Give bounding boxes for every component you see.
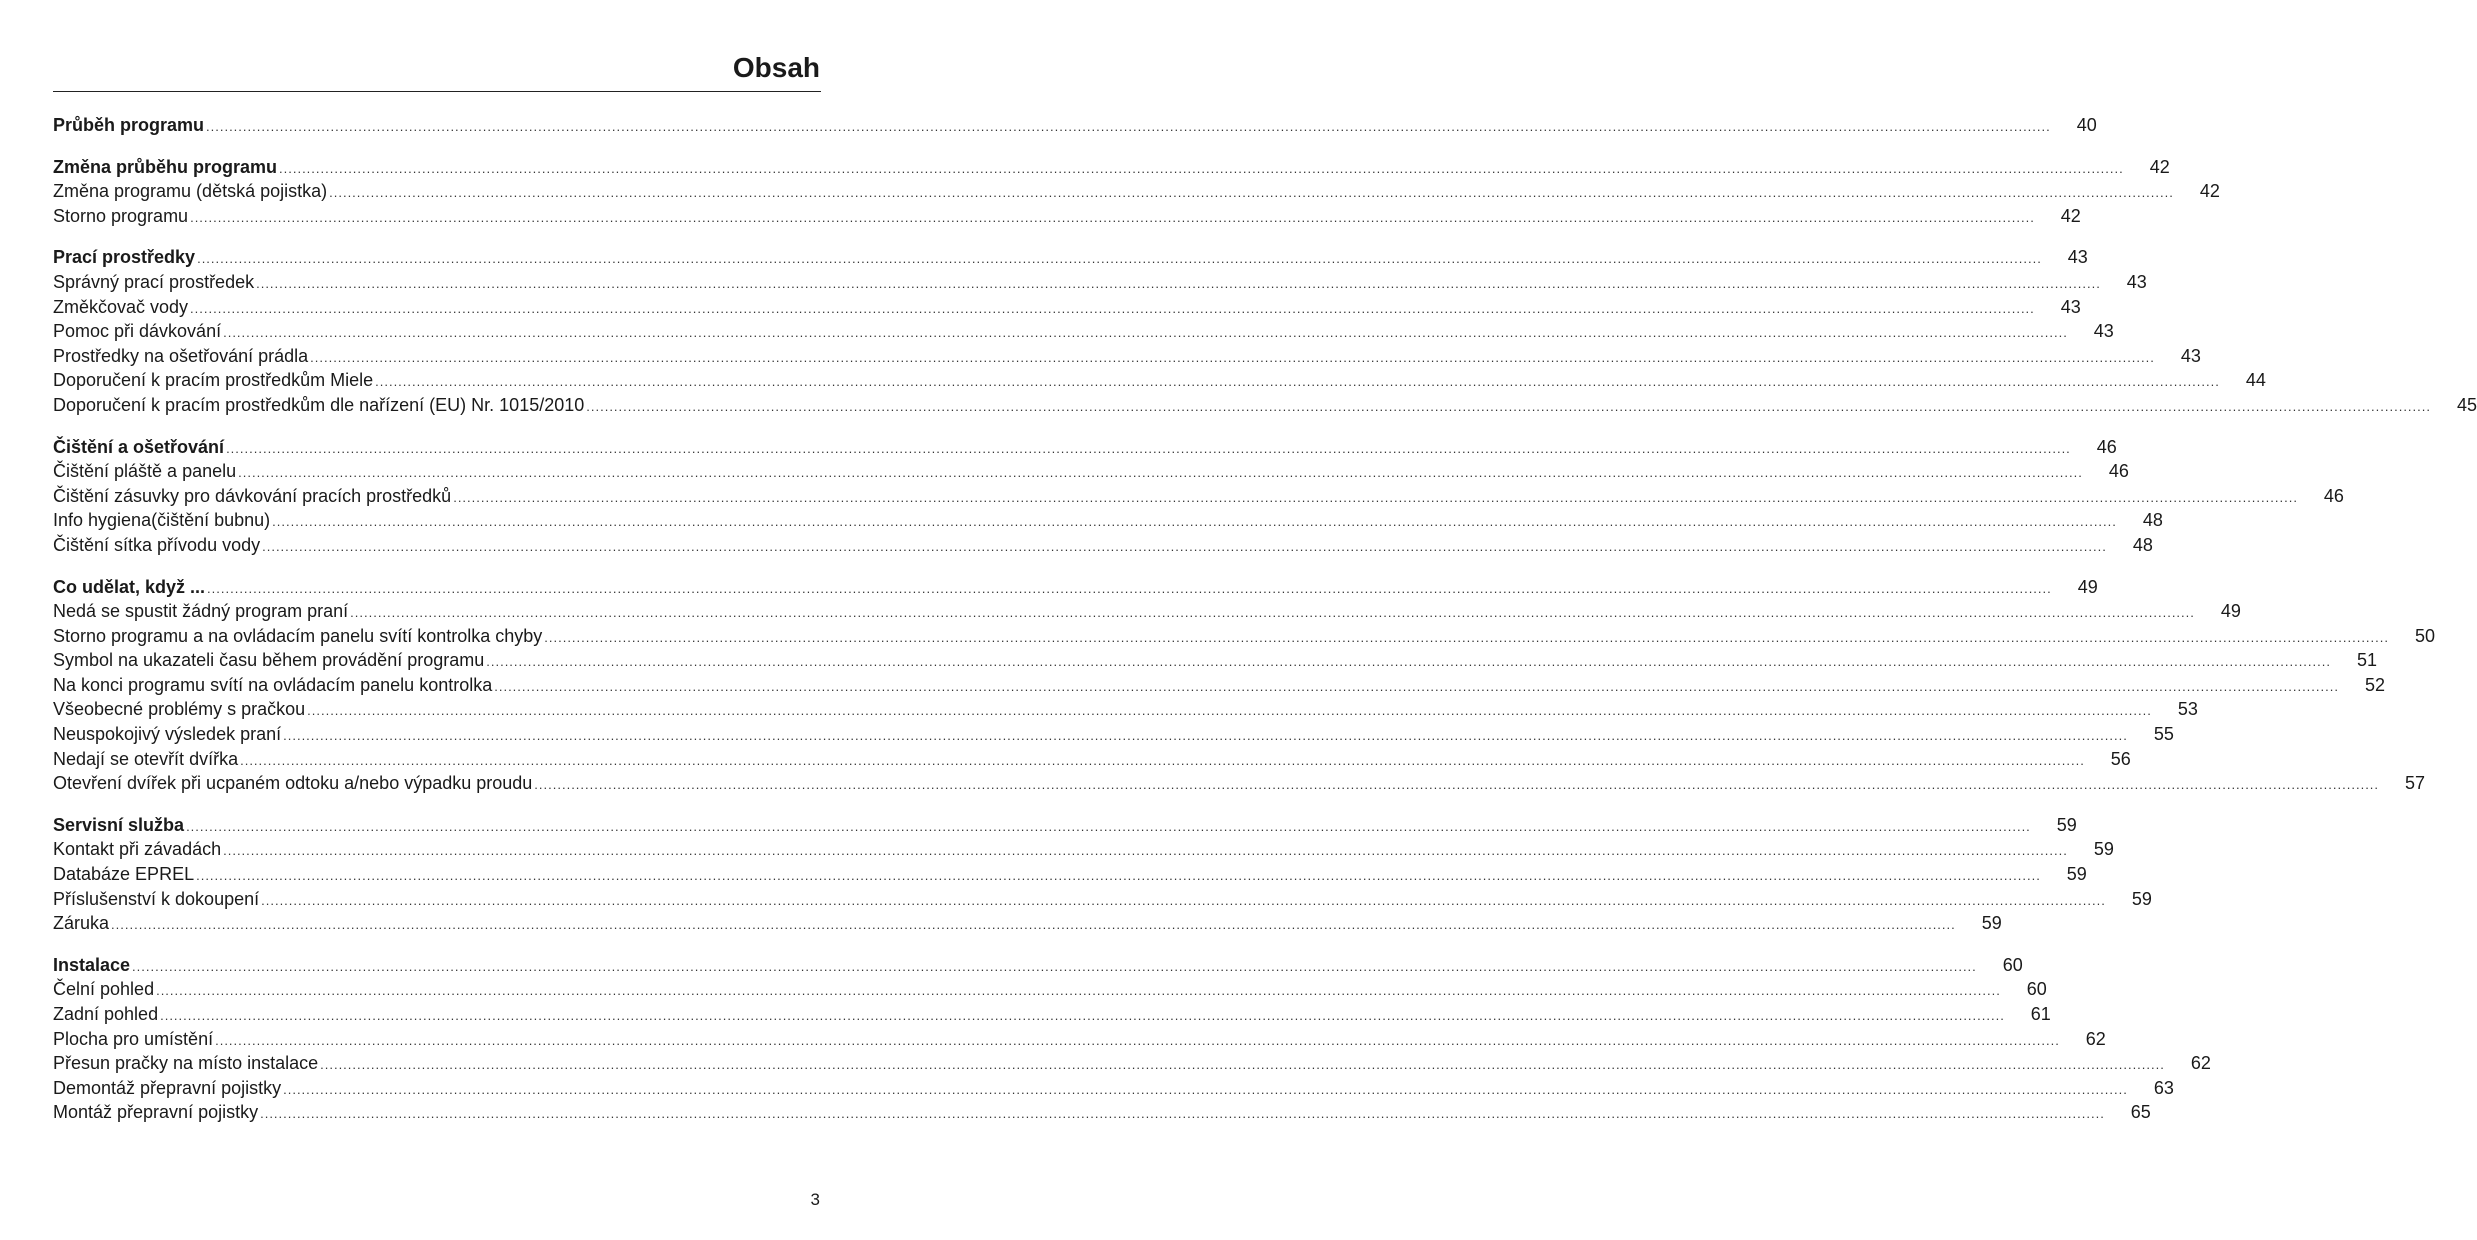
toc-entry[interactable]: [53, 319, 2114, 344]
toc-entry[interactable]: [53, 599, 2241, 624]
toc-entry[interactable]: [53, 459, 2129, 484]
toc-entry-page: 59: [2056, 814, 2077, 835]
toc-section: [53, 953, 2211, 1125]
toc-entry[interactable]: [53, 862, 2087, 887]
toc-leader-dots: ................................................................................................................................................................................................................................................................................................................................................................................................................: [272, 514, 2117, 530]
toc-entry-label: Příslušenství k dokoupení: [53, 888, 260, 909]
toc-entry[interactable]: [53, 508, 2163, 533]
toc-leader-dots: ................................................................................................................................................................................................................................................................................................................................................................................................................: [486, 654, 2331, 670]
toc-leader-dots: ................................................................................................................................................................................................................................................................................................................................................................................................................: [256, 275, 2101, 291]
toc-entry[interactable]: [53, 771, 2426, 796]
toc-section: [53, 245, 2477, 417]
toc-section-heading[interactable]: [53, 953, 2023, 978]
toc-entry-label: Montáž přepravní pojistky: [53, 1102, 259, 1123]
toc-entry-page: 42: [2060, 205, 2081, 226]
toc-entry-page: 65: [2130, 1102, 2151, 1123]
toc-entry[interactable]: [53, 624, 2435, 649]
toc-leader-dots: ................................................................................................................................................................................................................................................................................................................................................................................................................: [190, 300, 2035, 316]
toc-leader-dots: ................................................................................................................................................................................................................................................................................................................................................................................................................: [111, 917, 1956, 933]
toc-entry[interactable]: [53, 697, 2198, 722]
toc-leader-dots: ................................................................................................................................................................................................................................................................................................................................................................................................................: [132, 958, 1977, 974]
toc-entry-page: 49: [2077, 576, 2098, 597]
toc-entry[interactable]: [53, 837, 2114, 862]
toc-entry[interactable]: [53, 393, 2477, 418]
toc-entry-label: Čištění a ošetřování: [53, 436, 225, 457]
toc-leader-dots: ................................................................................................................................................................................................................................................................................................................................................................................................................: [240, 752, 2085, 768]
toc-section-heading[interactable]: [53, 813, 2077, 838]
toc-leader-dots: ................................................................................................................................................................................................................................................................................................................................................................................................................: [307, 703, 2152, 719]
toc-entry[interactable]: [53, 1076, 2174, 1101]
toc-leader-dots: ................................................................................................................................................................................................................................................................................................................................................................................................................: [320, 1057, 2165, 1073]
toc-entry-label: Storno programu a na ovládacím panelu svítí kontrolka chyby: [53, 625, 543, 646]
toc-entry-page: 42: [2149, 156, 2170, 177]
toc-leader-dots: ................................................................................................................................................................................................................................................................................................................................................................................................................: [223, 843, 2068, 859]
toc-entry[interactable]: [53, 648, 2377, 673]
toc-entry-label: Doporučení k pracím prostředkům dle nařízení (EU) Nr. 1015/2010: [53, 394, 585, 415]
toc-entry[interactable]: [53, 722, 2174, 747]
toc-leader-dots: ................................................................................................................................................................................................................................................................................................................................................................................................................: [283, 728, 2128, 744]
toc-entry[interactable]: [53, 368, 2266, 393]
toc-entry-label: Správný prací prostředek: [53, 271, 255, 292]
toc-leader-dots: ................................................................................................................................................................................................................................................................................................................................................................................................................: [190, 209, 2035, 225]
toc-leader-dots: ................................................................................................................................................................................................................................................................................................................................................................................................................: [215, 1032, 2060, 1048]
toc-entry-page: 59: [2066, 864, 2087, 885]
toc-section: [53, 155, 2220, 229]
toc-entry-page: 43: [2126, 271, 2147, 292]
toc-entry[interactable]: [53, 1100, 2151, 1125]
toc-leader-dots: ................................................................................................................................................................................................................................................................................................................................................................................................................: [261, 892, 2106, 908]
toc-entry-page: 53: [2177, 699, 2198, 720]
toc-entry-label: Neuspokojivý výsledek praní: [53, 724, 282, 745]
toc-leader-dots: ................................................................................................................................................................................................................................................................................................................................................................................................................: [544, 629, 2389, 645]
toc-entry-label: Plocha pro umístění: [53, 1028, 214, 1049]
toc-entry-page: 59: [2093, 839, 2114, 860]
toc-entry[interactable]: [53, 295, 2081, 320]
toc-entry-page: 46: [2096, 436, 2117, 457]
toc-entry-page: 56: [2110, 748, 2131, 769]
toc-entry-label: Databáze EPREL: [53, 864, 195, 885]
toc-entry-label: Čištění sítka přívodu vody: [53, 534, 261, 555]
toc-entry-label: Instalace: [53, 954, 131, 975]
toc-entry-label: Kontakt při závadách: [53, 839, 222, 860]
toc-entry[interactable]: [53, 1002, 2051, 1027]
toc-entry-page: 62: [2085, 1028, 2106, 1049]
toc-leader-dots: ................................................................................................................................................................................................................................................................................................................................................................................................................: [453, 489, 2298, 505]
toc-entry[interactable]: [53, 911, 2002, 936]
toc-section: [53, 813, 2152, 936]
toc-entry-label: Storno programu: [53, 205, 189, 226]
toc-entry-label: Čištění zásuvky pro dávkování pracích prostředků: [53, 485, 452, 506]
toc-entry[interactable]: [53, 977, 2047, 1002]
toc-entry[interactable]: [53, 484, 2344, 509]
toc-entry-page: 49: [2220, 601, 2241, 622]
table-of-contents: [53, 113, 2477, 1142]
toc-entry-label: Změna programu (dětská pojistka): [53, 181, 328, 202]
toc-leader-dots: ................................................................................................................................................................................................................................................................................................................................................................................................................: [494, 678, 2339, 694]
toc-leader-dots: ................................................................................................................................................................................................................................................................................................................................................................................................................: [206, 119, 2051, 134]
toc-entry-page: 60: [2026, 979, 2047, 1000]
toc-leader-dots: ................................................................................................................................................................................................................................................................................................................................................................................................................: [160, 1008, 2005, 1023]
toc-entry-label: Prostředky na ošetřování prádla: [53, 345, 309, 366]
toc-section-heading[interactable]: [53, 435, 2117, 460]
toc-entry-page: 48: [2132, 534, 2153, 555]
toc-entry-page: 42: [2199, 181, 2220, 202]
toc-entry[interactable]: [53, 179, 2220, 204]
toc-entry-label: Co udělat, když ...: [53, 576, 206, 597]
toc-entry-label: Nedají se otevřít dvířka: [53, 748, 239, 769]
toc-entry-page: 59: [2131, 888, 2152, 909]
toc-entry-label: Záruka: [53, 913, 110, 934]
toc-entry[interactable]: [53, 1027, 2106, 1052]
toc-entry-label: Info hygiena(čištění bubnu): [53, 510, 271, 531]
toc-entry-label: Zadní pohled: [53, 1004, 159, 1024]
toc-entry-page: 48: [2142, 510, 2163, 531]
toc-section: [53, 113, 2097, 138]
toc-entry-page: 46: [2323, 485, 2344, 506]
toc-entry-page: 50: [2414, 625, 2435, 646]
toc-entry[interactable]: [53, 344, 2201, 369]
toc-entry-page: 52: [2364, 674, 2385, 695]
toc-leader-dots: ................................................................................................................................................................................................................................................................................................................................................................................................................: [207, 580, 2052, 596]
page-number: 3: [810, 1190, 820, 1209]
toc-entry[interactable]: [53, 747, 2131, 772]
toc-section-heading[interactable]: [53, 113, 2097, 138]
toc-leader-dots: ................................................................................................................................................................................................................................................................................................................................................................................................................: [586, 398, 2431, 414]
toc-section-heading[interactable]: [53, 575, 2098, 600]
toc-entry[interactable]: [53, 887, 2152, 912]
toc-entry-page: 45: [2456, 394, 2477, 415]
toc-entry-page: 44: [2245, 370, 2266, 391]
toc-entry[interactable]: [53, 533, 2153, 558]
toc-entry[interactable]: [53, 673, 2385, 698]
toc-entry-page: 63: [2153, 1077, 2174, 1098]
toc-leader-dots: ................................................................................................................................................................................................................................................................................................................................................................................................................: [534, 777, 2380, 793]
toc-entry-page: 43: [2060, 296, 2081, 317]
toc-entry-page: 43: [2093, 321, 2114, 342]
toc-leader-dots: ................................................................................................................................................................................................................................................................................................................................................................................................................: [310, 349, 2155, 365]
toc-entry-page: 55: [2153, 724, 2174, 745]
toc-leader-dots: ................................................................................................................................................................................................................................................................................................................................................................................................................: [238, 465, 2083, 481]
toc-entry-page: 40: [2076, 115, 2097, 135]
toc-entry-page: 62: [2190, 1053, 2211, 1074]
toc-entry-page: 43: [2180, 345, 2201, 366]
toc-leader-dots: ................................................................................................................................................................................................................................................................................................................................................................................................................: [226, 440, 2071, 456]
toc-entry-label: Přesun pračky na místo instalace: [53, 1053, 319, 1074]
toc-entry-label: Prací prostředky: [53, 247, 196, 268]
toc-leader-dots: ................................................................................................................................................................................................................................................................................................................................................................................................................: [196, 868, 2041, 884]
toc-entry-label: Doporučení k pracím prostředkům Miele: [53, 370, 374, 391]
toc-entry-label: Otevření dvířek při ucpaném odtoku a/nebo výpadku proudu: [53, 773, 533, 794]
toc-entry-label: Čištění pláště a panelu: [53, 461, 237, 482]
toc-entry-label: Nedá se spustit žádný program praní: [53, 601, 349, 622]
toc-section: [53, 435, 2344, 558]
toc-leader-dots: ................................................................................................................................................................................................................................................................................................................................................................................................................: [283, 1081, 2128, 1097]
toc-leader-dots: ................................................................................................................................................................................................................................................................................................................................................................................................................: [186, 818, 2031, 834]
toc-leader-dots: ................................................................................................................................................................................................................................................................................................................................................................................................................: [350, 605, 2195, 621]
toc-entry-label: Průběh programu: [53, 115, 205, 135]
toc-leader-dots: ................................................................................................................................................................................................................................................................................................................................................................................................................: [329, 185, 2174, 201]
page-title: Obsah: [732, 52, 820, 83]
toc-leader-dots: ................................................................................................................................................................................................................................................................................................................................................................................................................: [375, 374, 2220, 390]
toc-entry-label: Symbol na ukazateli času během provádění programu: [53, 650, 485, 671]
toc-entry-label: Čelní pohled: [53, 979, 155, 1000]
toc-entry-label: Všeobecné problémy s pračkou: [53, 699, 306, 720]
toc-section-heading[interactable]: [53, 245, 2088, 270]
toc-leader-dots: ................................................................................................................................................................................................................................................................................................................................................................................................................: [156, 983, 2001, 999]
toc-entry-label: Demontáž přepravní pojistky: [53, 1077, 282, 1098]
toc-leader-dots: ................................................................................................................................................................................................................................................................................................................................................................................................................: [262, 538, 2107, 554]
toc-entry-page: 46: [2108, 461, 2129, 482]
toc-entry-page: 59: [1981, 913, 2002, 934]
toc-entry-page: 43: [2067, 247, 2088, 268]
toc-entry-label: Na konci programu svítí na ovládacím panelu kontrolka: [53, 674, 493, 695]
header-divider: [53, 91, 821, 92]
toc-leader-dots: ................................................................................................................................................................................................................................................................................................................................................................................................................: [197, 251, 2042, 267]
toc-section-heading[interactable]: [53, 155, 2170, 180]
toc-section: [53, 575, 2435, 796]
toc-entry-page: 60: [2002, 954, 2023, 975]
toc-entry[interactable]: [53, 204, 2081, 229]
toc-entry-page: 57: [2405, 773, 2426, 794]
toc-entry-label: Změna průběhu programu: [53, 156, 278, 177]
toc-leader-dots: ................................................................................................................................................................................................................................................................................................................................................................................................................: [223, 325, 2068, 341]
toc-entry-label: Pomoc při dávkování: [53, 321, 222, 342]
toc-entry[interactable]: [53, 1051, 2211, 1076]
toc-entry-label: Změkčovač vody: [53, 296, 189, 317]
toc-leader-dots: ................................................................................................................................................................................................................................................................................................................................................................................................................: [260, 1106, 2105, 1122]
toc-entry-page: 61: [2030, 1004, 2051, 1024]
toc-entry[interactable]: [53, 270, 2147, 295]
toc-entry-page: 51: [2356, 650, 2377, 671]
toc-entry-label: Servisní služba: [53, 814, 185, 835]
toc-leader-dots: ................................................................................................................................................................................................................................................................................................................................................................................................................: [279, 160, 2124, 176]
